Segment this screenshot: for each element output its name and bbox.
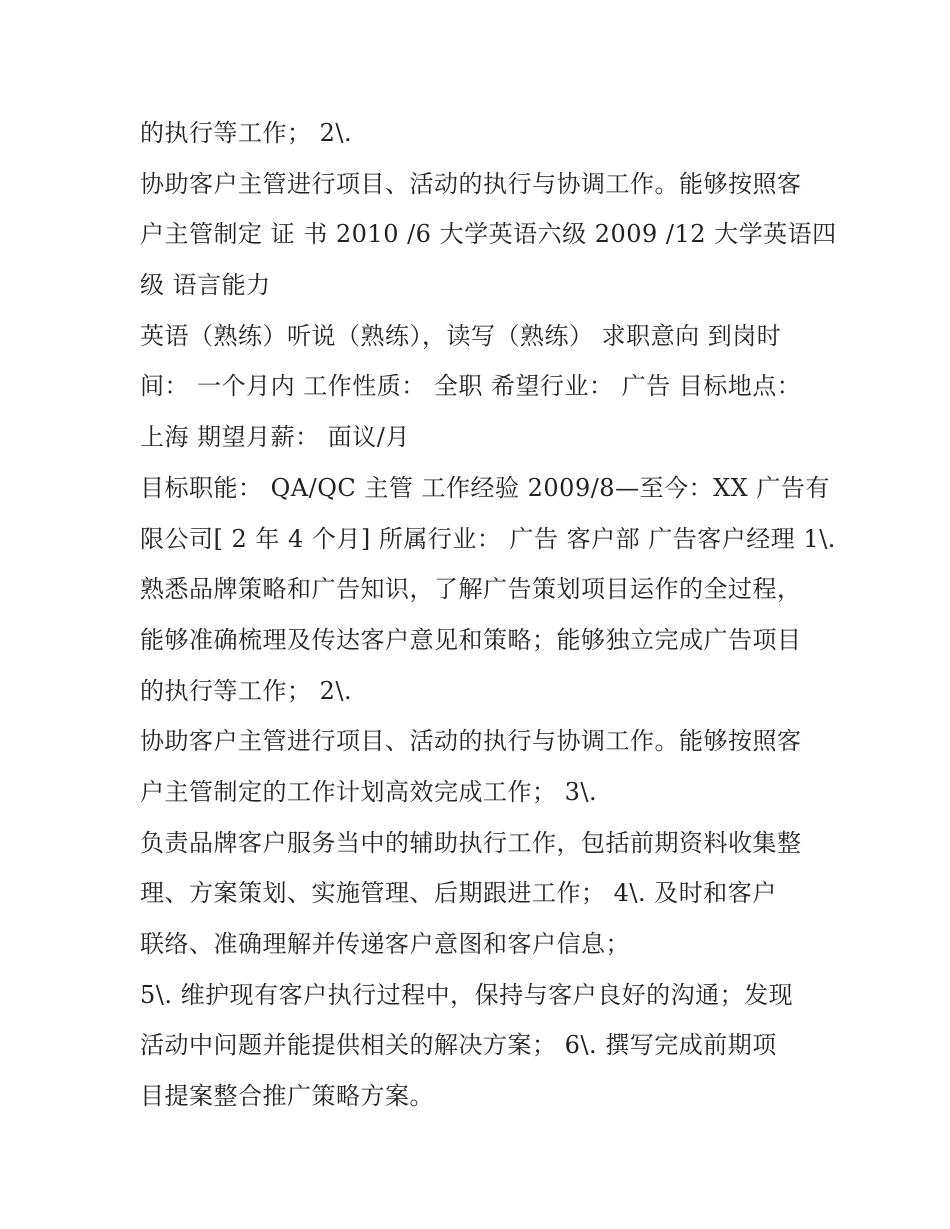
text-line: 限公司[ 2 年 4 个月] 所属行业： 广告 客户部 广告客户经理 1\. bbox=[140, 524, 836, 553]
text-line: 5\. 维护现有客户执行过程中，保持与客户良好的沟通；发现 bbox=[140, 980, 794, 1009]
text-line: 上海 期望月薪： 面议/月 bbox=[140, 423, 410, 452]
text-line: 活动中问题并能提供相关的解决方案； 6\. 撰写完成前期项 bbox=[140, 1031, 777, 1060]
text-line: 熟悉品牌策略和广告知识，了解广告策划项目运作的全过程， bbox=[140, 575, 802, 604]
text-line: 能够准确梳理及传达客户意见和策略；能够独立完成广告项目 bbox=[140, 625, 802, 654]
text-line: 联络、准确理解并传递客户意图和客户信息； bbox=[140, 930, 630, 958]
text-line: 协助客户主管进行项目、活动的执行与协调工作。能够按照客 bbox=[140, 169, 802, 198]
body-text bbox=[140, 108, 837, 1122]
text-line: 户主管制定 证 书 2010 /6 大学英语六级 2009 /12 大学英语四 bbox=[140, 220, 837, 249]
text-line: 负责品牌客户服务当中的辅助执行工作，包括前期资料收集整 bbox=[140, 828, 802, 857]
text-line: 的执行等工作； 2\. bbox=[140, 119, 353, 147]
text-line: 级 语言能力 bbox=[140, 271, 271, 300]
text-line: 目标职能： QA/QC 主管 工作经验 2009/8—至今：XX 广告有 bbox=[140, 473, 830, 502]
text-line: 理、方案策划、实施管理、后期跟进工作； 4\. 及时和客户 bbox=[140, 879, 777, 908]
text-line: 协助客户主管进行项目、活动的执行与协调工作。能够按照客 bbox=[140, 727, 802, 756]
text-line: 的执行等工作； 2\. bbox=[140, 676, 353, 705]
text-line: 英语（熟练）听说（熟练），读写（熟练） 求职意向 到岗时 bbox=[140, 321, 782, 350]
text-line: 户主管制定的工作计划高效完成工作； 3\. bbox=[140, 777, 598, 806]
text-line: 目提案整合推广策略方案。 bbox=[140, 1082, 434, 1111]
text-line: 间： 一个月内 工作性质： 全职 希望行业： 广告 目标地点： bbox=[140, 372, 802, 401]
